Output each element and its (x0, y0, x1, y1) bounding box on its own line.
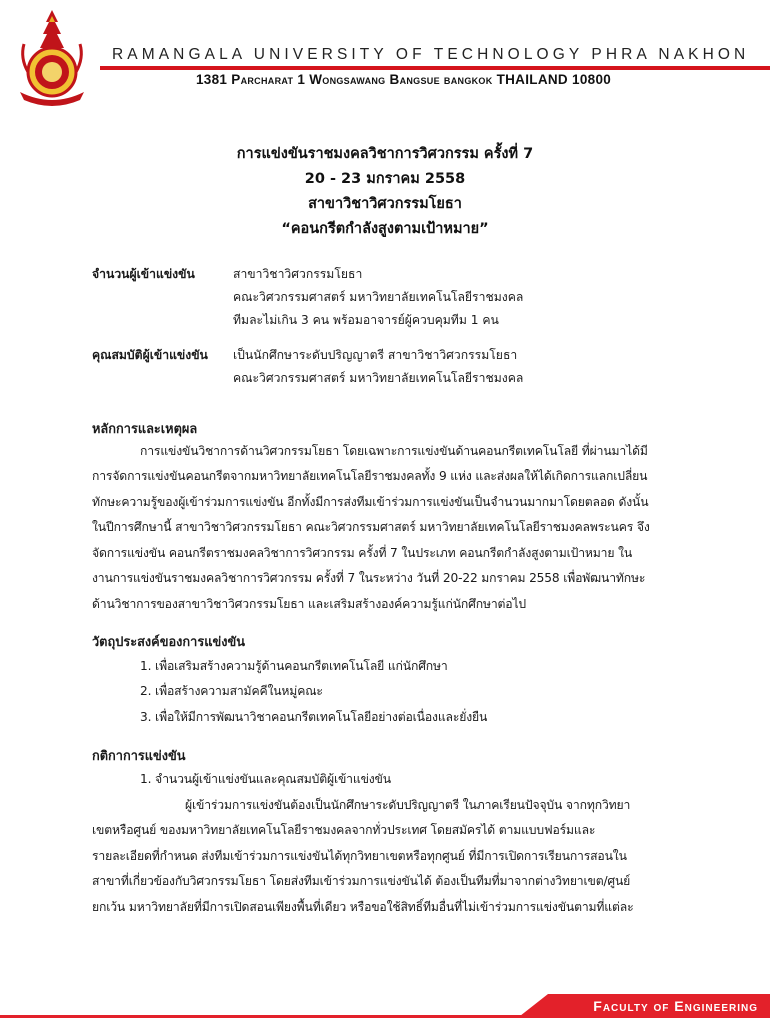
participants-line: สาขาวิชาวิศวกรรมโยธา (233, 267, 363, 281)
rationale-line: จัดการแข่งขัน คอนกรีตราชมงคลวิชาการวิศวกรรม ครั้งที่ 7 ในประเภท คอนกรีตกำลังสูงตามเป้าหมาย ใน (92, 546, 633, 560)
university-crest-icon (6, 8, 98, 108)
rules-line: ยกเว้น มหาวิทยาลัยที่มีการเปิดสอนเพียงพื้นที่เดียว หรือขอใช้สิทธิ์ทีมอื่นที่ไม่เข้าร่วมการแข่งขันตามที่แต่ละ (92, 900, 634, 914)
rationale-line: ในปีการศึกษานี้ สาขาวิชาวิศวกรรมโยธา คณะวิศวกรรมศาสตร์ มหาวิทยาลัยเทคโนโลยีราชมงคลพระนคร จึง (92, 520, 650, 534)
rules-line: ผู้เข้าร่วมการแข่งขันต้องเป็นนักศึกษาระดับปริญญาตรี ในภาคเรียนปัจจุบัน จากทุกวิทยา (185, 798, 631, 812)
footer-faculty-label: Faculty of Engineering (593, 998, 758, 1014)
participants-values (233, 263, 703, 332)
university-name: RAMANGALA UNIVERSITY OF TECHNOLOGY PHRA NAKHON (112, 46, 750, 63)
title-line-4: “คอนกรีตกำลังสูงตามเป้าหมาย” (281, 221, 489, 237)
rules-item-1: 1. จำนวนผู้เข้าแข่งขันและคุณสมบัติผู้เข้าแข่งขัน (140, 772, 391, 786)
participants-label: จำนวนผู้เข้าแข่งขัน (92, 267, 195, 281)
participants-line: ทีมละไม่เกิน 3 คน พร้อมอาจารย์ผู้ควบคุมทีม 1 คน (233, 313, 499, 327)
document-title (0, 142, 770, 242)
qualifications-values (233, 344, 703, 390)
title-line-3: สาขาวิชาวิศวกรรมโยธา (308, 196, 462, 212)
rationale-line: การแข่งขันวิชาการด้านวิศวกรรมโยธา โดยเฉพาะการแข่งขันด้านคอนกรีตเทคโนโลยี ที่ผ่านมาได้มี (140, 444, 648, 458)
qualifications-line: เป็นนักศึกษาระดับปริญญาตรี สาขาวิชาวิศวกรรมโยธา (233, 348, 518, 362)
objective-item: 3. เพื่อให้มีการพัฒนาวิชาคอนกรีตเทคโนโลยีอย่างต่อเนื่องและยั่งยืน (140, 710, 488, 724)
title-line-1: การแข่งขันราชมงคลวิชาการวิศวกรรม ครั้งที่ 7 (236, 146, 534, 162)
participants-line: คณะวิศวกรรมศาสตร์ มหาวิทยาลัยเทคโนโลยีราชมงคล (233, 290, 524, 304)
header-divider (100, 66, 770, 70)
rationale-line: งานการแข่งขันราชมงคลวิชาการวิศวกรรม ครั้งที่ 7 ในระหว่าง วันที่ 20-22 มกราคม 2558 เพื่อพัฒนาทักษะ (92, 571, 646, 585)
rules-line: สาขาที่เกี่ยวข้องกับวิศวกรรมโยธา โดยส่งทีมเข้าร่วมการแข่งขันได้ ต้องเป็นทีมที่มาจากต่างวิทยาเขต/ศูนย์ (92, 874, 631, 888)
qualifications-label: คุณสมบัติผู้เข้าแข่งขัน (92, 348, 208, 362)
objective-item: 2. เพื่อสร้างความสามัคคีในหมู่คณะ (140, 684, 323, 698)
rationale-line: การจัดการแข่งขันคอนกรีตจากมหาวิทยาลัยเทคโนโลยีราชมงคลทั้ง 9 แห่ง และส่งผลให้ได้เกิดการแลกเปลี่ยน (92, 469, 648, 483)
objective-item: 1. เพื่อเสริมสร้างความรู้ด้านคอนกรีตเทคโนโลยี แก่นักศึกษา (140, 659, 448, 673)
title-line-2: 20 - 23 มกราคม 2558 (304, 171, 466, 187)
rules-line: เขตหรือศูนย์ ของมหาวิทยาลัยเทคโนโลยีราชมงคลจากทั่วประเทศ โดยสมัครได้ ตามแบบฟอร์มและ (92, 823, 596, 837)
rules-heading: กติกาการแข่งขัน (92, 749, 186, 764)
objectives-heading: วัตถุประสงค์ของการแข่งขัน (92, 635, 245, 650)
qualifications-line: คณะวิศวกรรมศาสตร์ มหาวิทยาลัยเทคโนโลยีราชมงคล (233, 371, 524, 385)
university-address: 1381 Parcharat 1 Wongsawang Bangsue bangkok THAILAND 10800 (196, 72, 612, 87)
rationale-line: ทักษะความรู้ของผู้เข้าร่วมการแข่งขัน อีกทั้งมีการส่งทีมเข้าร่วมการแข่งขันเป็นจำนวนมากมาโดยตลอด ดังนั้น (92, 495, 649, 509)
rules-line: รายละเอียดที่กำหนด ส่งทีมเข้าร่วมการแข่งขันได้ทุกวิทยาเขตหรือทุกศูนย์ ที่มีการเปิดการเรียนการสอนใน (92, 849, 627, 863)
rationale-heading: หลักการและเหตุผล (92, 422, 198, 437)
rationale-line: ด้านวิชาการของสาขาวิชาวิศวกรรมโยธา และเสริมสร้างองค์ความรู้แก่นักศึกษาต่อไป (92, 597, 527, 611)
